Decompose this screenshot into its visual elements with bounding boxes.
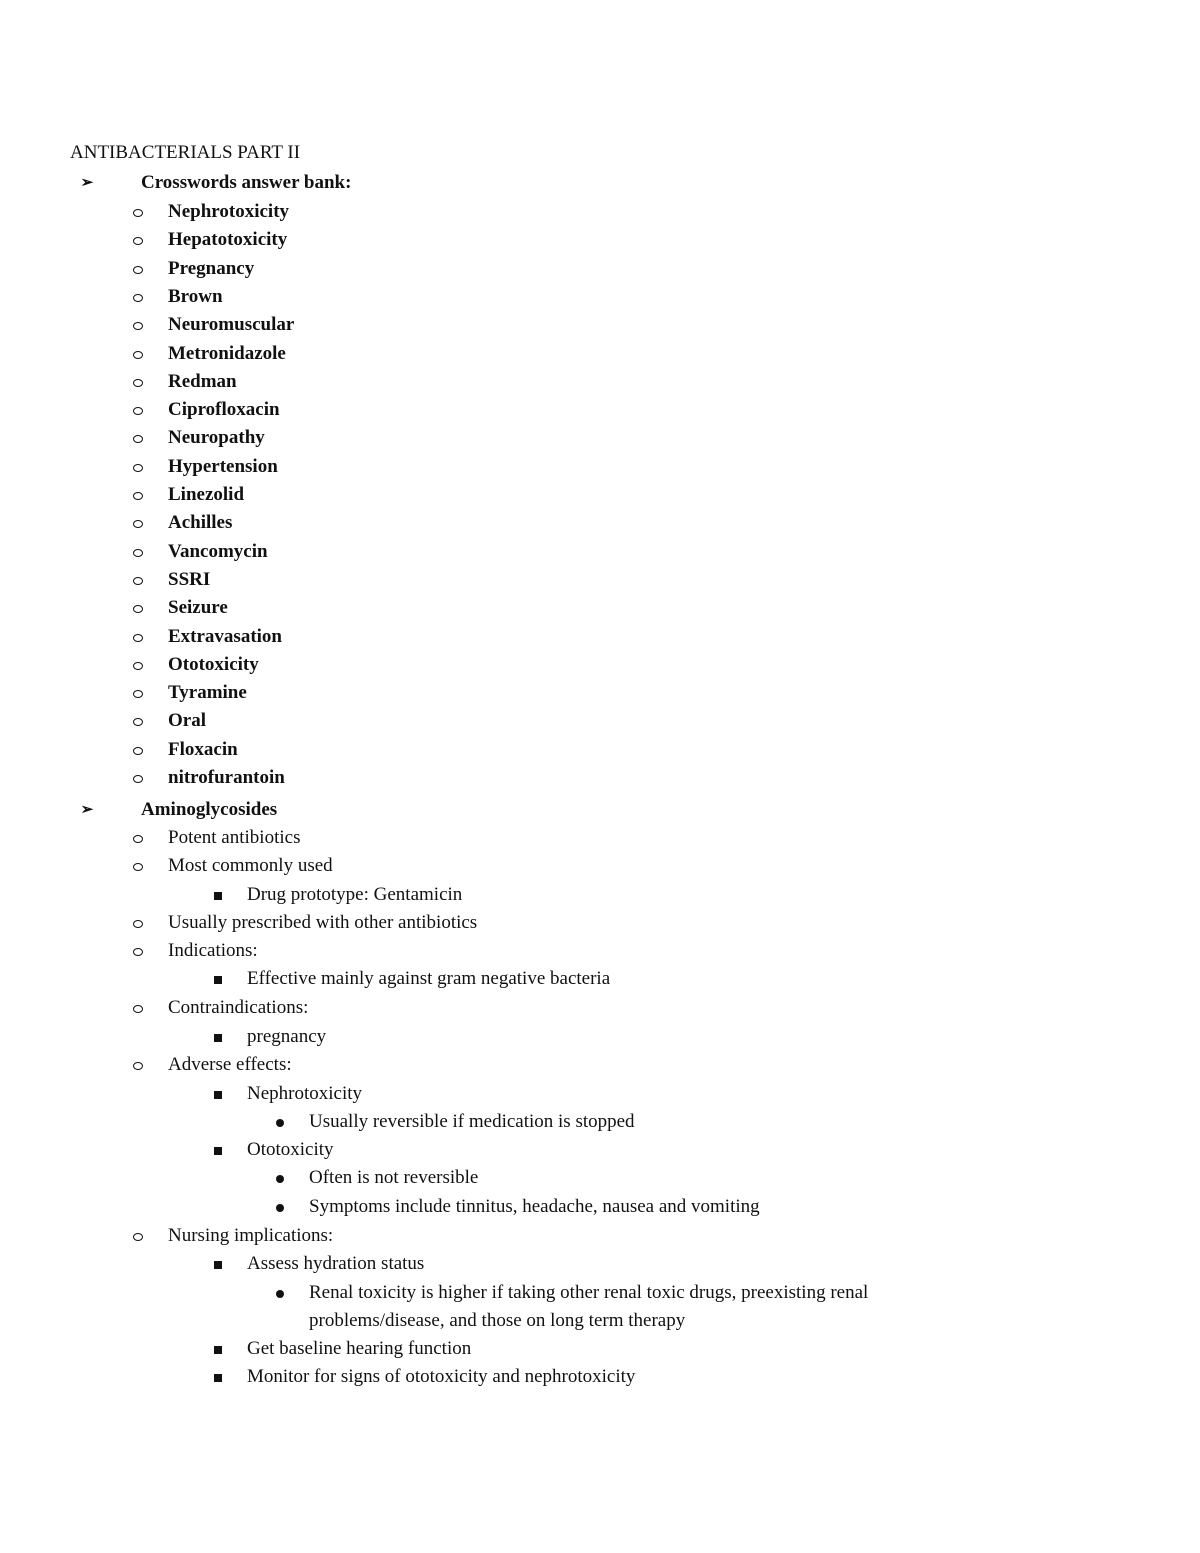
list-item [0, 1281, 1200, 1309]
list-item-text: Get baseline hearing function [247, 1338, 472, 1359]
circle-bullet-icon [130, 398, 146, 423]
crossword-answer-text: Oral [168, 710, 206, 731]
list-item-continuation [0, 1309, 1200, 1337]
crossword-answer-item [0, 511, 1200, 539]
crossword-answer-text: Tyramine [168, 682, 247, 703]
crossword-answer-item [0, 257, 1200, 285]
crossword-answer-item [0, 540, 1200, 568]
list-item [0, 1082, 1200, 1110]
disc-bullet-icon [272, 1195, 288, 1221]
crossword-answer-item [0, 596, 1200, 624]
crossword-answer-text: Floxacin [168, 739, 238, 760]
crossword-answer-text: Neuropathy [168, 427, 265, 448]
list-item-text: Monitor for signs of ototoxicity and nephrotoxicity [247, 1366, 636, 1387]
crossword-answer-item [0, 681, 1200, 709]
crossword-answer-text: Metronidazole [168, 343, 286, 364]
crossword-answer-text: Brown [168, 286, 223, 307]
crossword-answer-item [0, 568, 1200, 596]
square-bullet-icon [210, 1082, 226, 1107]
list-item-text: Potent antibiotics [168, 827, 301, 848]
crossword-answer-text: Vancomycin [168, 541, 268, 562]
list-item [0, 1110, 1200, 1138]
arrow-bullet-icon: ➢ [80, 802, 94, 818]
circle-bullet-icon [130, 911, 146, 936]
square-bullet-icon [210, 1025, 226, 1050]
disc-bullet-icon [272, 1110, 288, 1136]
list-item-text: pregnancy [247, 1026, 327, 1047]
square-bullet-icon [210, 967, 226, 992]
arrow-bullet-icon: ➢ [80, 175, 94, 191]
crossword-answer-item [0, 398, 1200, 426]
list-item-text: Ototoxicity [247, 1139, 334, 1160]
crossword-answer-text: Pregnancy [168, 258, 255, 279]
crossword-heading-item [0, 171, 1200, 199]
circle-bullet-icon [130, 455, 146, 480]
circle-bullet-icon [130, 568, 146, 593]
crossword-answer-text: Ototoxicity [168, 654, 259, 675]
crossword-answer-text: Neuromuscular [168, 314, 295, 335]
crossword-answer-item [0, 200, 1200, 228]
list-item-text: Most commonly used [168, 855, 333, 876]
crossword-answer-item [0, 313, 1200, 341]
crossword-answer-item [0, 653, 1200, 681]
list-item-text: Drug prototype: Gentamicin [247, 884, 463, 905]
aminoglycosides-heading: Aminoglycosides [141, 799, 278, 820]
list-item [0, 1252, 1200, 1280]
list-item-text: Symptoms include tinnitus, headache, nausea and vomiting [309, 1196, 760, 1217]
crossword-answer-item [0, 709, 1200, 737]
crossword-answer-item [0, 342, 1200, 370]
circle-bullet-icon [130, 854, 146, 879]
crossword-answer-text: Seizure [168, 597, 228, 618]
list-item [0, 939, 1200, 967]
crossword-answer-text: Achilles [168, 512, 233, 533]
list-item [0, 1337, 1200, 1365]
circle-bullet-icon [130, 200, 146, 225]
circle-bullet-icon [130, 511, 146, 536]
list-item-text: Renal toxicity is higher if taking other renal toxic drugs, preexisting renal [309, 1282, 869, 1303]
list-item-text: Usually prescribed with other antibiotics [168, 912, 478, 933]
list-item-text: Adverse effects: [168, 1054, 292, 1075]
circle-bullet-icon [130, 625, 146, 650]
aminoglycosides-heading-item [0, 798, 1200, 826]
list-item-text: problems/disease, and those on long term therapy [309, 1310, 686, 1331]
crossword-answer-text: Extravasation [168, 626, 282, 647]
circle-bullet-icon [130, 766, 146, 791]
square-bullet-icon [210, 1138, 226, 1163]
document-title: ANTIBACTERIALS PART II [70, 142, 301, 163]
list-item [0, 854, 1200, 882]
crossword-answer-text: Hepatotoxicity [168, 229, 288, 250]
circle-bullet-icon [130, 709, 146, 734]
crossword-answer-text: Nephrotoxicity [168, 201, 290, 222]
crossword-answer-item [0, 370, 1200, 398]
list-item-text: Contraindications: [168, 997, 309, 1018]
circle-bullet-icon [130, 342, 146, 367]
list-item-text: Nephrotoxicity [247, 1083, 363, 1104]
list-item-text: Nursing implications: [168, 1225, 334, 1246]
list-item-text: Indications: [168, 940, 258, 961]
list-item-text: Often is not reversible [309, 1167, 479, 1188]
circle-bullet-icon [130, 285, 146, 310]
square-bullet-icon [210, 883, 226, 908]
crossword-answer-item [0, 766, 1200, 794]
crossword-answer-item [0, 483, 1200, 511]
crossword-answer-text: nitrofurantoin [168, 767, 285, 788]
list-item [0, 1053, 1200, 1081]
circle-bullet-icon [130, 996, 146, 1021]
circle-bullet-icon [130, 483, 146, 508]
square-bullet-icon [210, 1337, 226, 1362]
list-item [0, 996, 1200, 1024]
list-item [0, 1365, 1200, 1393]
crossword-answer-item [0, 455, 1200, 483]
crossword-answer-text: SSRI [168, 569, 211, 590]
list-item [0, 1224, 1200, 1252]
square-bullet-icon [210, 1252, 226, 1277]
circle-bullet-icon [130, 939, 146, 964]
circle-bullet-icon [130, 653, 146, 678]
circle-bullet-icon [130, 228, 146, 253]
crossword-answer-text: Hypertension [168, 456, 278, 477]
square-bullet-icon [210, 1365, 226, 1390]
circle-bullet-icon [130, 313, 146, 338]
crossword-answer-text: Redman [168, 371, 237, 392]
crossword-answer-item [0, 285, 1200, 313]
disc-bullet-icon [272, 1166, 288, 1192]
list-item [0, 967, 1200, 995]
list-item [0, 1138, 1200, 1166]
crossword-answer-item [0, 738, 1200, 766]
circle-bullet-icon [130, 681, 146, 706]
crossword-answer-item [0, 426, 1200, 454]
circle-bullet-icon [130, 426, 146, 451]
list-item-text: Usually reversible if medication is stopped [309, 1111, 635, 1132]
list-item-text: Assess hydration status [247, 1253, 425, 1274]
crossword-answer-text: Linezolid [168, 484, 245, 505]
circle-bullet-icon [130, 1053, 146, 1078]
list-item [0, 826, 1200, 854]
list-item [0, 1166, 1200, 1194]
crossword-answer-item [0, 228, 1200, 256]
circle-bullet-icon [130, 738, 146, 763]
circle-bullet-icon [130, 1224, 146, 1249]
list-item [0, 1025, 1200, 1053]
crossword-heading: Crosswords answer bank: [141, 172, 352, 193]
circle-bullet-icon [130, 257, 146, 282]
disc-bullet-icon [272, 1281, 288, 1307]
circle-bullet-icon [130, 370, 146, 395]
circle-bullet-icon [130, 540, 146, 565]
list-item-text: Effective mainly against gram negative bacteria [247, 968, 611, 989]
list-item [0, 911, 1200, 939]
list-item [0, 1195, 1200, 1223]
list-item [0, 883, 1200, 911]
crossword-answer-text: Ciprofloxacin [168, 399, 280, 420]
circle-bullet-icon [130, 826, 146, 851]
circle-bullet-icon [130, 596, 146, 621]
crossword-answer-item [0, 625, 1200, 653]
